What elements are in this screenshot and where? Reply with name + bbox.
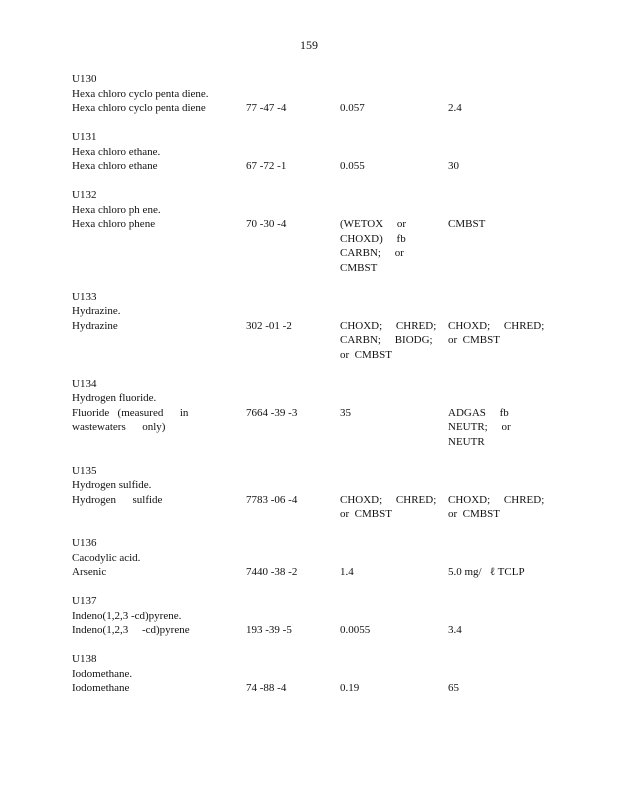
nonwastewater-standard — [448, 319, 552, 348]
waste-code: U133 — [72, 290, 97, 303]
wastewater-line: CHOXD) fb — [340, 232, 406, 245]
constituent-name — [72, 101, 246, 116]
constituent-row — [72, 565, 552, 580]
waste-name: Hydrazine. — [72, 305, 121, 317]
nonwastewater-line: NEUTR; or — [448, 421, 511, 433]
wastewater-line: or CMBST — [340, 348, 392, 361]
wastewater-standard — [340, 406, 448, 421]
constituent-row — [72, 217, 552, 275]
wastewater-standard — [340, 493, 448, 522]
cas-number: 7783 -06 -4 — [246, 493, 298, 506]
waste-name: Hydrogen sulfide. — [72, 479, 152, 491]
cas-number: 77 -47 -4 — [246, 102, 287, 114]
nonwastewater-line: or CMBST — [448, 334, 500, 346]
waste-name: Hexa chloro ethane. — [72, 145, 161, 158]
waste-name: Iodomethane. — [72, 667, 133, 680]
wastewater-line: 0.19 — [340, 682, 360, 694]
waste-code: U136 — [72, 537, 97, 549]
wastewater-line: CARBN; or — [340, 247, 404, 259]
cas-number: 67 -72 -1 — [246, 160, 287, 172]
nonwastewater-line: 30 — [448, 160, 459, 172]
waste-code: U131 — [72, 131, 97, 143]
constituent-row — [72, 406, 552, 450]
nonwastewater-standard — [448, 217, 552, 232]
wastewater-standard — [340, 159, 448, 174]
wastewater-line: or CMBST — [340, 508, 392, 520]
constituent-row — [72, 681, 552, 696]
nonwastewater-standard — [448, 493, 552, 522]
waste-entry — [72, 594, 552, 638]
constituent-line: Fluoride (measured in — [72, 406, 189, 419]
wastewater-line: CMBST — [340, 261, 378, 274]
waste-name: Hexa chloro ph ene. — [72, 203, 161, 216]
waste-name: Indeno(1,2,3 -cd)pyrene. — [72, 609, 182, 622]
cas-number: 74 -88 -4 — [246, 682, 287, 694]
waste-code: U130 — [72, 73, 97, 85]
waste-entry — [72, 130, 552, 174]
constituent-line: Hexa chloro cyclo penta diene — [72, 102, 206, 114]
nonwastewater-line: CHOXD; CHRED; — [448, 493, 545, 506]
constituent-name — [72, 217, 246, 232]
nonwastewater-standard — [448, 159, 552, 174]
cas-number: 193 -39 -5 — [246, 624, 292, 636]
nonwastewater-standard — [448, 681, 552, 696]
wastewater-standard — [340, 217, 448, 275]
nonwastewater-line: ADGAS fb — [448, 406, 509, 419]
wastewater-line: 35 — [340, 406, 351, 419]
waste-entry — [72, 377, 552, 450]
wastewater-line: CARBN; BIODG; — [340, 334, 433, 346]
wastewater-line: CHOXD; CHRED; — [340, 319, 437, 332]
constituent-line: Hexa chloro ethane — [72, 160, 158, 172]
nonwastewater-line: NEUTR — [448, 435, 485, 448]
waste-name: Cacodylic acid. — [72, 551, 141, 564]
nonwastewater-line: CMBST — [448, 218, 486, 230]
waste-code: U132 — [72, 189, 97, 201]
wastewater-line: 0.0055 — [340, 624, 371, 636]
waste-entry — [72, 536, 552, 580]
constituent-name — [72, 319, 246, 334]
wastewater-line: 1.4 — [340, 566, 354, 578]
constituent-name — [72, 681, 246, 696]
nonwastewater-line: or CMBST — [448, 508, 500, 520]
cas-number: 70 -30 -4 — [246, 218, 287, 230]
cas-number: 7664 -39 -3 — [246, 406, 298, 419]
waste-entry — [72, 464, 552, 522]
wastewater-line: (WETOX or — [340, 218, 407, 230]
constituent-line: Hydrazine — [72, 319, 118, 332]
constituent-row — [72, 493, 552, 522]
waste-code-table — [72, 72, 552, 710]
nonwastewater-line: 2.4 — [448, 102, 462, 114]
wastewater-line: CHOXD; CHRED; — [340, 493, 437, 506]
constituent-row — [72, 319, 552, 363]
waste-name: Hexa chloro cyclo penta diene. — [72, 87, 209, 100]
waste-entry — [72, 72, 552, 116]
wastewater-line: 0.057 — [340, 102, 365, 114]
waste-entry — [72, 290, 552, 363]
constituent-line: Indeno(1,2,3 -cd)pyrene — [72, 624, 190, 636]
constituent-line: Arsenic — [72, 566, 107, 578]
nonwastewater-standard — [448, 565, 552, 580]
waste-code: U134 — [72, 377, 97, 390]
waste-code: U135 — [72, 464, 97, 477]
nonwastewater-standard — [448, 623, 552, 638]
waste-entry — [72, 652, 552, 696]
nonwastewater-line: 3.4 — [448, 624, 462, 636]
wastewater-standard — [340, 319, 448, 363]
nonwastewater-line: CHOXD; CHRED; — [448, 319, 545, 332]
constituent-name — [72, 493, 246, 508]
constituent-name — [72, 406, 246, 435]
cas-number: 7440 -38 -2 — [246, 566, 298, 578]
waste-name: Hydrogen fluoride. — [72, 392, 157, 404]
constituent-row — [72, 101, 552, 116]
constituent-line: wastewaters only) — [72, 421, 166, 433]
constituent-row — [72, 623, 552, 638]
nonwastewater-standard — [448, 101, 552, 116]
constituent-line: Hydrogen sulfide — [72, 493, 163, 506]
wastewater-standard — [340, 101, 448, 116]
waste-entry — [72, 188, 552, 275]
constituent-line: Iodomethane — [72, 682, 130, 694]
constituent-line: Hexa chloro phene — [72, 218, 156, 230]
constituent-row — [72, 159, 552, 174]
nonwastewater-standard — [448, 406, 552, 450]
waste-code: U137 — [72, 595, 97, 607]
constituent-name — [72, 565, 246, 580]
wastewater-line: 0.055 — [340, 160, 365, 172]
waste-code: U138 — [72, 653, 97, 665]
wastewater-standard — [340, 565, 448, 580]
page-number: 159 — [300, 38, 318, 52]
nonwastewater-line: 5.0 mg/ ℓ TCLP — [448, 566, 525, 578]
constituent-name — [72, 159, 246, 174]
wastewater-standard — [340, 681, 448, 696]
nonwastewater-line: 65 — [448, 682, 459, 694]
wastewater-standard — [340, 623, 448, 638]
constituent-name — [72, 623, 246, 638]
cas-number: 302 -01 -2 — [246, 319, 292, 332]
